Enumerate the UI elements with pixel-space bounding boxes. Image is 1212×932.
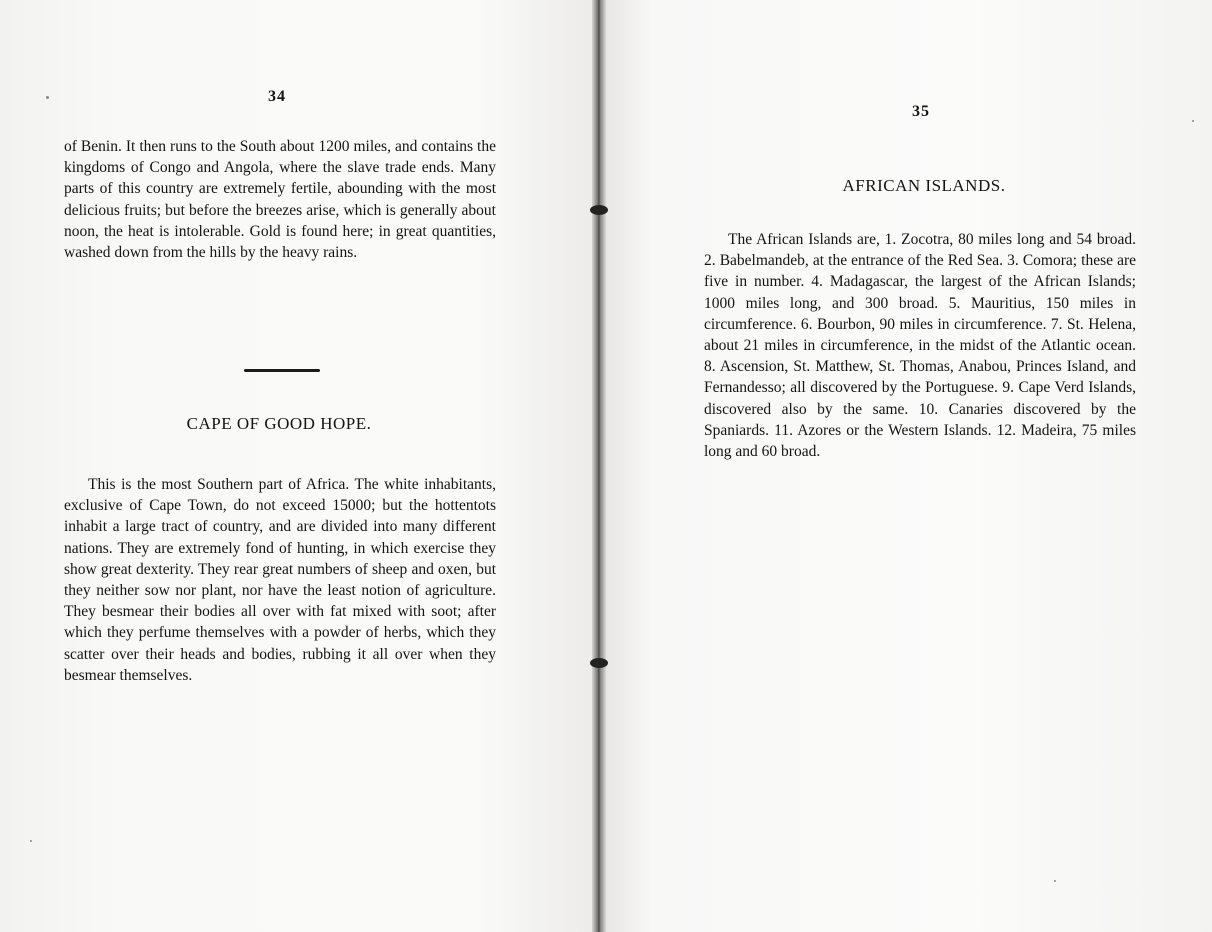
right-page-number: 35 bbox=[912, 103, 930, 120]
african-islands-text: The African Islands are, 1. Zocotra, 80 miles long and 54 broad. 2. Babelmandeb, at the entrance of the Red Sea. 3. Comora; these are five in number. 4. Madagascar, the largest of the African Islands; 1000 miles long, and 300 broad. 5. Mauritius, 150 miles in circumference. 6. Bourbon, 90 miles in circumference. 7. St. Helena, about 21 miles in circumference, in the midst of the Atlantic ocean. 8. Ascension, St. Matthew, St. Thomas, Anabou, Princes Island, and Fernandesso; all discovered by the Portuguese. 9. Cape Verd Islands, discovered also by the same. 10. Canaries discovered by the Spaniards. 11. Azores or the Western Islands. 12. Madeira, 75 miles long and 60 broad. bbox=[704, 231, 1136, 461]
book-gutter bbox=[592, 0, 606, 932]
paper-speck bbox=[30, 840, 32, 842]
paper-speck bbox=[1054, 880, 1056, 882]
binding-stitch bbox=[590, 658, 608, 668]
continuation-text: of Benin. It then runs to the South about 1200 miles, and contains the kingdoms of Congo and Angola, where the slave trade ends. Many parts of this country are extremely fertile, abounding with the most delicious fruits; but before the breezes arise, which is generally about noon, the heat is intolerable. Gold is found here; in great quantities, washed down from the hills by the heavy rains. bbox=[64, 138, 496, 262]
continuation-paragraph bbox=[64, 136, 496, 263]
paper-speck bbox=[1192, 120, 1194, 122]
cape-heading: CAPE OF GOOD HOPE. bbox=[186, 414, 372, 433]
left-page bbox=[0, 0, 596, 932]
binding-stitch bbox=[590, 205, 608, 215]
section-divider bbox=[244, 369, 320, 372]
paper-speck bbox=[46, 96, 49, 99]
left-page-number: 34 bbox=[268, 88, 286, 105]
african-islands-paragraph bbox=[704, 229, 1136, 462]
cape-text: This is the most Southern part of Africa. The white inhabitants, exclusive of Cape Town, do not exceed 15000; but the hottentots inhabit a large tract of country, and are divided into many different nations. They are extremely fond of hunting, in which exercise they show great dexterity. They rear great numbers of sheep and oxen, but they neither sow nor plant, nor have the least notion of agriculture. They besmear their bodies all over with fat mixed with soot; after which they perfume themselves with a powder of herbs, which they scatter over their heads and bodies, rubbing it all over when they besmear themselves. bbox=[64, 476, 496, 684]
cape-paragraph bbox=[64, 474, 496, 686]
african-islands-heading: AFRICAN ISLANDS. bbox=[842, 176, 1006, 195]
right-page bbox=[604, 0, 1212, 932]
